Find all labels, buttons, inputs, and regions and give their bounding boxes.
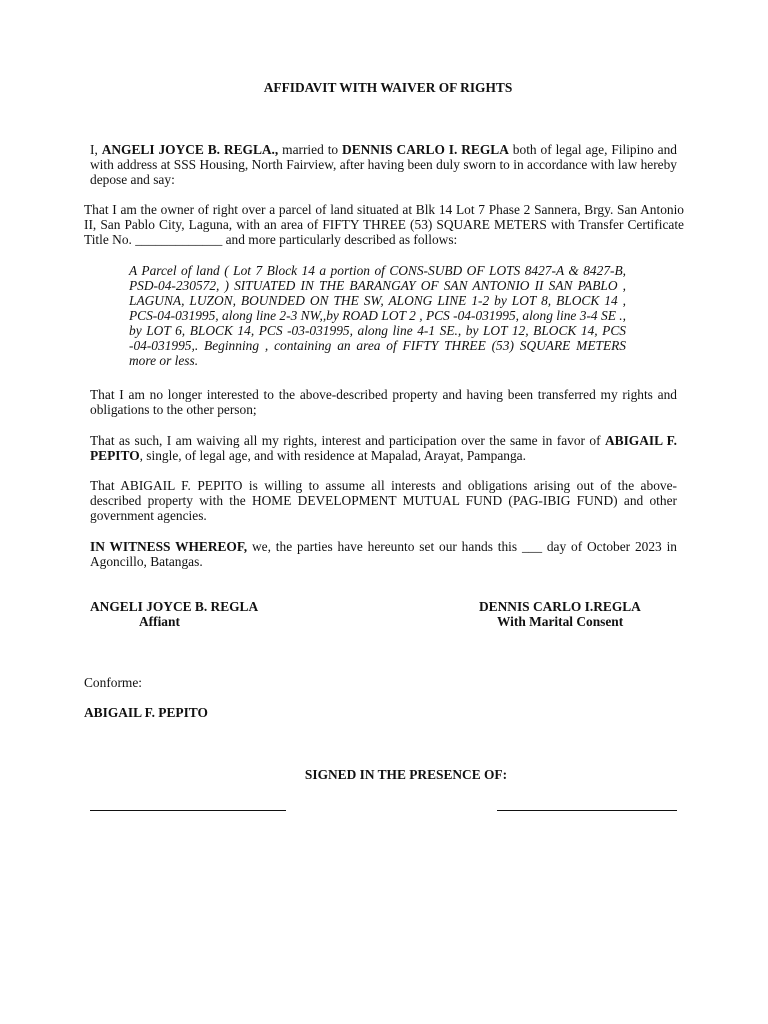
witness-signature-line-right xyxy=(497,810,677,811)
beneficiary-name: ABIGAIL F. PEPITO xyxy=(90,433,677,463)
waiver-paragraph xyxy=(90,433,677,463)
document-title: AFFIDAVIT WITH WAIVER OF RIGHTS xyxy=(263,80,513,95)
spouse-name: DENNIS CARLO I. REGLA xyxy=(342,142,509,157)
intro-paragraph xyxy=(90,142,677,187)
affiant-role: Affiant xyxy=(139,614,180,629)
waiver-text: That as such, I am waiving all my rights, interest and participation over the same in favor of xyxy=(90,433,601,448)
assumption-paragraph: That ABIGAIL F. PEPITO is willing to assume all interests and obligations arising out of the above-described property with the HOME DEVELOPMENT MUTUAL FUND (PAG-IBIG FUND) and other government agencies. xyxy=(90,478,677,523)
witness-paragraph xyxy=(90,539,677,569)
witness-text: we, the parties have hereunto set our hands this ___ day of October 2023 in Agoncillo, Batangas. xyxy=(90,539,677,569)
witness-lead: IN WITNESS WHEREOF, xyxy=(90,539,248,554)
ownership-paragraph: That I am the owner of right over a parcel of land situated at Blk 14 Lot 7 Phase 2 Sannera, Brgy. San Antonio II, San Pablo City, Laguna, with an area of FIFTY THREE (53) SQUARE METERS with Transfer Certificate Title No. _____________ and more particularly described as follows: xyxy=(84,202,684,247)
affiant-signature-name: ANGELI JOYCE B. REGLA xyxy=(90,599,259,614)
waiver-text-rest: , single, of legal age, and with residence at Mapalad, Arayat, Pampanga. xyxy=(139,448,526,463)
land-description: A Parcel of land ( Lot 7 Block 14 a portion of CONS-SUBD OF LOTS 8427-A & 8427-B, PSD-04-230572, ) SITUATED IN THE BARANGAY OF SAN ANTONIO II SAN PABLO , LAGUNA, LUZON, BOUNDED ON THE SW, ALONG LINE 1-2 by LOT 8, BLOCK 14 , PCS-04-031995, along line 2-3 NW,,by ROAD LOT 2 , PCS -04-031995, along line 3-4 SE ., by LOT 6, BLOCK 14, PCS -03-031995, along line 4-1 SE., by LOT 12, BLOCK 14, PCS -04-031995,. Beginning , containing an area of FIFTY THREE (53) SQUARE METERS more or less. xyxy=(129,263,626,368)
conforme-name: ABIGAIL F. PEPITO xyxy=(84,705,208,720)
intro-text-married: married to xyxy=(282,142,339,157)
no-longer-interested-paragraph: That I am no longer interested to the above-described property and having been transferred my rights and obligations to the other person; xyxy=(90,387,677,417)
conforme-label: Conforme: xyxy=(84,675,143,690)
presence-heading: SIGNED IN THE PRESENCE OF: xyxy=(304,767,508,782)
witness-signature-line-left xyxy=(90,810,286,811)
intro-text-start: I, xyxy=(90,142,98,157)
intro-text-rest: both of legal age, Filipino and with address at SSS Housing, North Fairview, after having been duly sworn to in accordance with law hereby depose and say: xyxy=(90,142,677,187)
spouse-signature-name: DENNIS CARLO I.REGLA xyxy=(479,599,641,614)
spouse-role: With Marital Consent xyxy=(497,614,624,629)
affiant-name: ANGELI JOYCE B. REGLA., xyxy=(101,142,279,157)
